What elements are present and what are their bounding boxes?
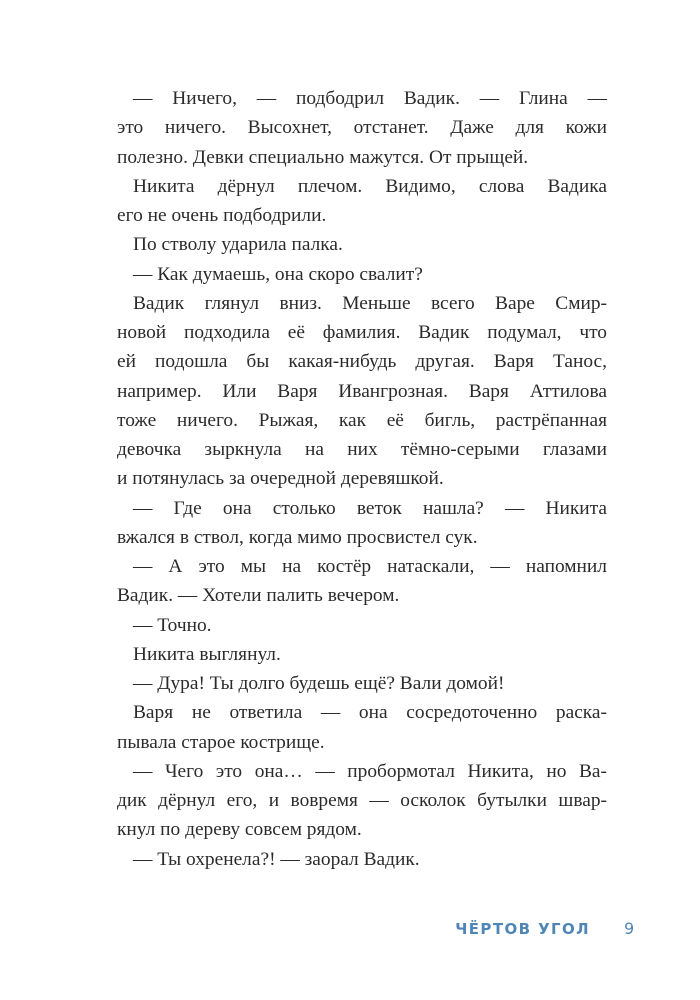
text-line: Никита выглянул.	[133, 643, 281, 665]
text-line: кнул по дереву совсем рядом.	[117, 819, 362, 841]
text-line: дик дёрнул его, и вовремя — осколок бутылки швар-	[117, 790, 607, 811]
text-line: — Чего это она… — пробормотал Никита, но Ва-	[133, 760, 607, 782]
text-line: полезно. Девки специально мажутся. От прыщей.	[117, 146, 529, 168]
text-line: вжался в ствол, когда мимо просвистел сук.	[117, 526, 478, 548]
page-number: 9	[624, 919, 635, 938]
text-line: ей подошла бы какая-нибудь другая. Варя Танос,	[117, 351, 607, 373]
text-line: — Точно.	[133, 614, 212, 636]
text-line: новой подходила её фамилия. Вадик подумал, что	[117, 322, 607, 343]
page-footer	[0, 917, 700, 941]
text-line: например. Или Варя Ивангрозная. Варя Аттилова	[117, 380, 607, 402]
text-line: Варя не ответила — она сосредоточенно раска-	[133, 702, 607, 724]
text-line: пывала старое кострище.	[117, 731, 325, 753]
text-line: Вадик глянул вниз. Меньше всего Варе Смир-	[133, 292, 607, 314]
page-text	[117, 84, 607, 874]
text-line: — Ты охренела?! — заорал Вадик.	[133, 848, 420, 870]
text-line: это ничего. Высохнет, отстанет. Даже для кожи	[117, 117, 607, 139]
text-line: — А это мы на костёр натаскали, — напомнил	[133, 556, 607, 577]
text-line: — Где она столько веток нашла? — Никита	[133, 497, 607, 519]
text-line: девочка зыркнула на них тёмно-серыми глазами	[117, 439, 607, 460]
text-line: тоже ничего. Рыжая, как её бигль, растрёпанная	[117, 409, 607, 431]
text-line: — Как думаешь, она скоро свалит?	[133, 263, 423, 285]
text-line: его не очень подбодрили.	[117, 205, 327, 226]
text-line: и потянулась за очередной деревяшкой.	[117, 468, 444, 490]
text-line: Вадик. — Хотели палить вечером.	[117, 585, 400, 607]
text-line: — Ничего, — подбодрил Вадик. — Глина —	[133, 88, 607, 109]
text-line: Никита дёрнул плечом. Видимо, слова Вадика	[133, 175, 607, 197]
running-head: ЧЁРТОВ УГОЛ	[455, 920, 590, 938]
text-line: — Дура! Ты долго будешь ещё? Вали домой!	[133, 673, 505, 694]
text-line: По стволу ударила палка.	[133, 234, 343, 256]
